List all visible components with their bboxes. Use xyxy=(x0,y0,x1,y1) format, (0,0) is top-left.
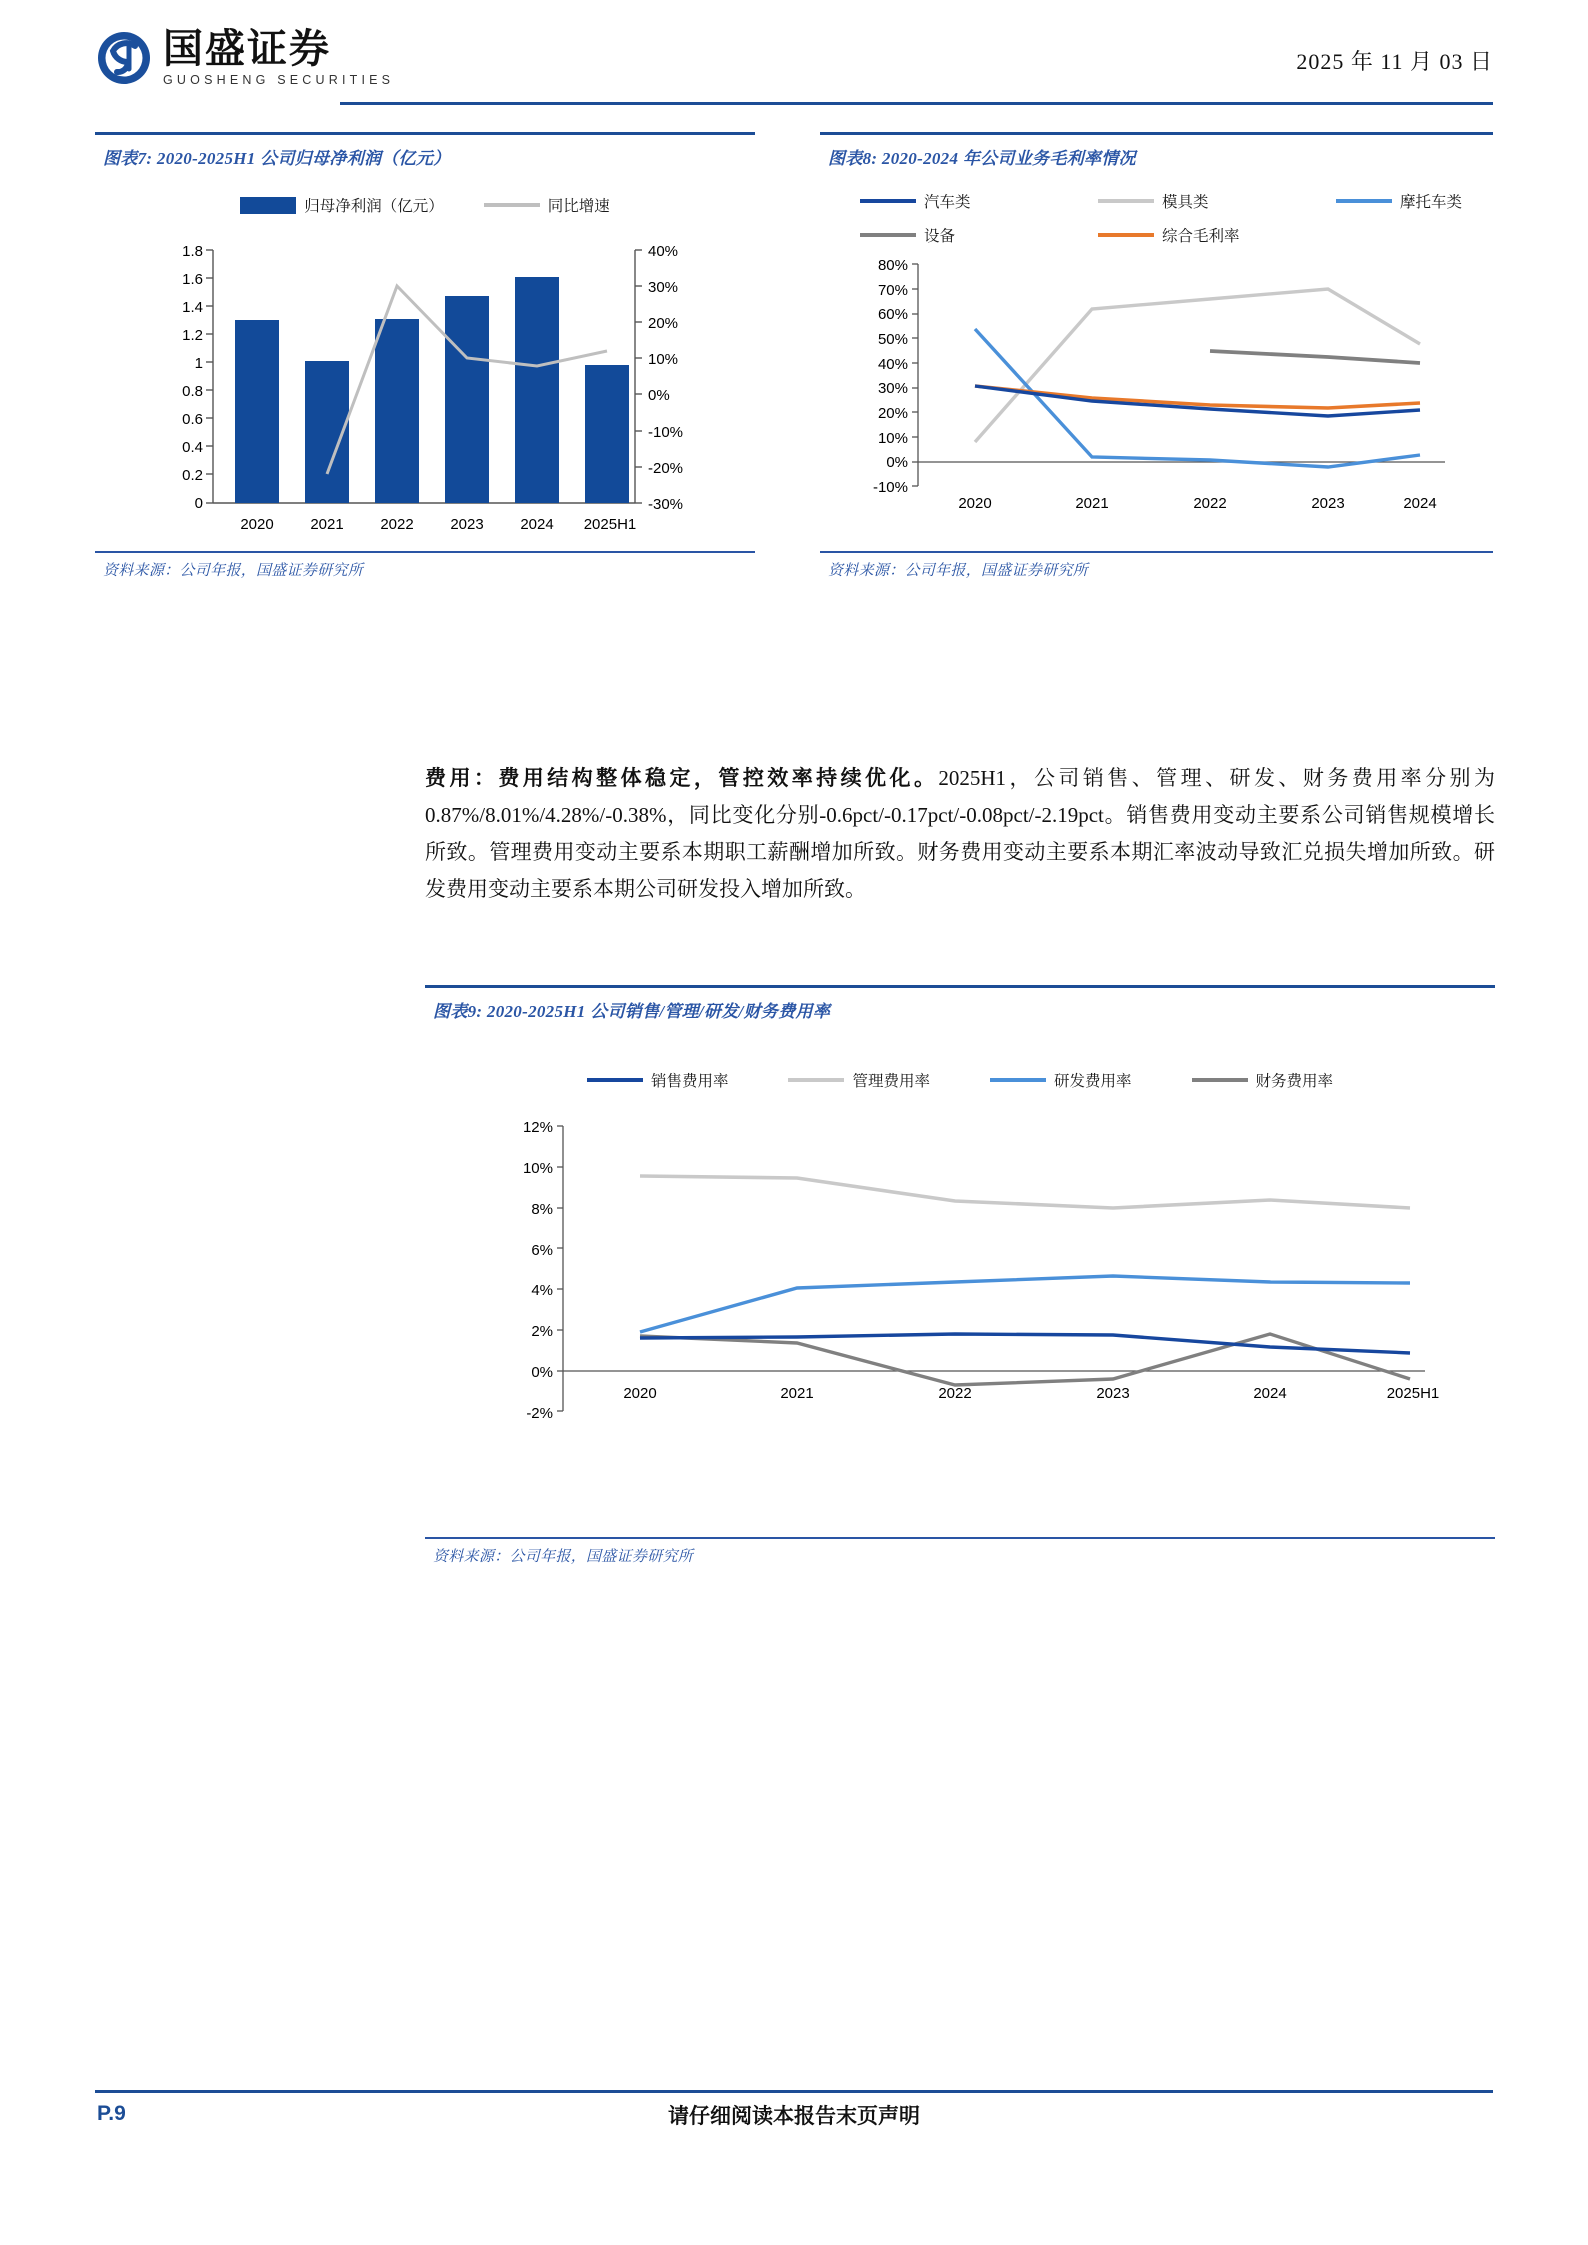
legend-swatch-icon xyxy=(240,197,296,214)
svg-text:20%: 20% xyxy=(648,315,679,332)
svg-text:1.6: 1.6 xyxy=(182,271,203,288)
svg-text:0%: 0% xyxy=(886,454,908,471)
figure-8-series-equipment xyxy=(1210,351,1420,363)
svg-text:0: 0 xyxy=(194,495,203,512)
figure-8-title: 图表8: 2020-2024 年公司业务毛利率情况 xyxy=(828,149,1136,168)
figure-9 xyxy=(425,985,1495,1566)
svg-text:1.2: 1.2 xyxy=(182,327,203,344)
svg-text:2021: 2021 xyxy=(310,516,344,533)
figure-9-title: 图表9: 2020-2025H1 公司销售/管理/研发/财务费用率 xyxy=(433,1002,831,1021)
legend-item-equipment xyxy=(860,224,1040,246)
legend-label: 财务费用率 xyxy=(1255,1073,1334,1090)
legend-swatch-icon xyxy=(1192,1078,1248,1082)
legend-swatch-icon xyxy=(484,203,540,207)
report-date: 2025 年 11 月 03 日 xyxy=(1296,49,1493,74)
svg-text:2024: 2024 xyxy=(1253,1385,1287,1402)
svg-text:40%: 40% xyxy=(648,243,679,260)
figure-8-legend xyxy=(820,176,1493,246)
figure-8-x-axis xyxy=(958,495,1436,512)
figure-7-plot xyxy=(95,216,755,533)
paragraph-text: 2025H1，公司销售、管理、研发、财务费用率分别为 0.87%/8.01%/4.28%/-0.38%，同比变化分别-0.6pct/-0.17pct/-0.08pct/-2.19pct。销售费用变动主要系公司销售规模增长所致。管理费用变动主要系本期职工薪酬增加所致。财务费用变动主要系本期汇率波动导致汇兑损失增加所致。研发费用变动主要系本期公司研发投入增加所致。 xyxy=(425,766,1495,901)
figure-9-series-rnd xyxy=(640,1276,1410,1332)
svg-text:30%: 30% xyxy=(648,279,679,296)
figure-7-y-axis-right xyxy=(635,243,683,513)
svg-text:10%: 10% xyxy=(522,1160,553,1177)
svg-text:2024: 2024 xyxy=(1403,495,1437,512)
svg-text:-2%: -2% xyxy=(526,1405,553,1422)
svg-text:2025H1: 2025H1 xyxy=(583,516,637,533)
legend-item-rnd-expense-ratio xyxy=(990,1069,1132,1091)
svg-text:2023: 2023 xyxy=(1096,1385,1130,1402)
legend-label: 管理费用率 xyxy=(852,1073,930,1090)
header-divider xyxy=(340,102,1493,105)
figure-9-source: 资料来源：公司年报，国盛证券研究所 xyxy=(433,1549,694,1565)
legend-item-overall-margin xyxy=(1098,224,1278,246)
svg-text:2021: 2021 xyxy=(780,1385,814,1402)
legend-item-yoy-growth xyxy=(484,194,610,216)
svg-text:6%: 6% xyxy=(531,1242,553,1259)
svg-text:60%: 60% xyxy=(877,306,908,323)
figure-9-plot xyxy=(425,1091,1495,1481)
legend-label: 综合毛利率 xyxy=(1162,228,1240,245)
svg-text:30%: 30% xyxy=(877,380,908,397)
svg-text:2021: 2021 xyxy=(1075,495,1109,512)
figure-9-series-finance xyxy=(640,1334,1410,1385)
brand-name-en: GUOSHENG SECURITIES xyxy=(163,73,395,87)
figure-8-series-overall xyxy=(975,386,1420,408)
figure-8-y-axis xyxy=(873,257,918,496)
svg-text:2020: 2020 xyxy=(240,516,274,533)
figure-7-title: 图表7: 2020-2025H1 公司归母净利润（亿元） xyxy=(103,149,451,168)
paragraph-bold-head: 费用结构整体稳定，管控效率持续优化。 xyxy=(498,766,939,790)
legend-swatch-icon xyxy=(587,1078,643,1082)
svg-text:80%: 80% xyxy=(877,257,908,274)
legend-label: 摩托车类 xyxy=(1400,194,1463,211)
legend-item-net-profit xyxy=(240,194,444,216)
figure-8-series-mold xyxy=(975,289,1420,442)
figure-7-y-axis-left xyxy=(182,243,213,512)
legend-swatch-icon xyxy=(788,1078,844,1082)
figure-9-y-axis xyxy=(523,1119,563,1422)
legend-label: 同比增速 xyxy=(547,198,610,215)
figure-7-x-axis xyxy=(240,516,636,533)
svg-text:2023: 2023 xyxy=(1311,495,1345,512)
figure-8-source: 资料来源：公司年报，国盛证券研究所 xyxy=(828,563,1089,579)
svg-text:2022: 2022 xyxy=(380,516,414,533)
figure-8-plot xyxy=(820,246,1493,511)
svg-text:0%: 0% xyxy=(531,1364,553,1381)
legend-swatch-icon xyxy=(1098,233,1154,237)
legend-swatch-icon xyxy=(860,199,916,203)
figure-9-x-axis xyxy=(623,1385,1439,1402)
svg-text:-10%: -10% xyxy=(648,424,684,441)
svg-text:1.8: 1.8 xyxy=(182,243,203,260)
svg-text:0.4: 0.4 xyxy=(182,439,203,456)
brand-name-cn: 国盛证券 xyxy=(163,26,331,71)
svg-text:10%: 10% xyxy=(648,351,679,368)
figure-9-series-admin xyxy=(640,1176,1410,1208)
figure-7-bars xyxy=(235,277,629,503)
legend-label: 销售费用率 xyxy=(650,1073,729,1090)
legend-swatch-icon xyxy=(1336,199,1392,203)
svg-text:2022: 2022 xyxy=(1193,495,1227,512)
legend-item-mold xyxy=(1098,190,1278,212)
guosheng-logo-icon xyxy=(95,29,153,87)
svg-text:10%: 10% xyxy=(877,430,908,447)
svg-text:2025H1: 2025H1 xyxy=(1386,1385,1440,1402)
legend-swatch-icon xyxy=(860,233,916,237)
svg-text:1: 1 xyxy=(194,355,203,372)
page-number: P.9 xyxy=(97,2102,126,2125)
legend-label: 归母净利润（亿元） xyxy=(304,198,444,215)
legend-item-admin-expense-ratio xyxy=(788,1069,930,1091)
page-header xyxy=(0,0,1588,118)
legend-label: 模具类 xyxy=(1162,194,1209,211)
svg-text:2023: 2023 xyxy=(450,516,484,533)
svg-text:12%: 12% xyxy=(522,1119,553,1136)
figure-8-series-motorcycle xyxy=(975,329,1420,467)
svg-text:2%: 2% xyxy=(531,1323,553,1340)
legend-item-finance-expense-ratio xyxy=(1192,1069,1334,1091)
legend-item-auto xyxy=(860,190,1040,212)
figure-9-legend xyxy=(425,1029,1495,1091)
svg-text:1.4: 1.4 xyxy=(182,299,203,316)
legend-item-motorcycle xyxy=(1336,190,1462,212)
legend-swatch-icon xyxy=(1098,199,1154,203)
figure-8-body xyxy=(820,176,1493,521)
figure-7-body xyxy=(95,176,755,533)
footer-disclaimer: 请仔细阅读本报告末页声明 xyxy=(668,2104,920,2128)
svg-text:2024: 2024 xyxy=(520,516,554,533)
paragraph-lead: 费用： xyxy=(425,766,499,790)
legend-item-selling-expense-ratio xyxy=(587,1069,729,1091)
legend-label: 汽车类 xyxy=(924,194,971,211)
svg-text:-30%: -30% xyxy=(648,496,684,513)
brand-logo xyxy=(95,28,394,87)
svg-text:2020: 2020 xyxy=(958,495,992,512)
figure-7-source: 资料来源：公司年报，国盛证券研究所 xyxy=(103,563,364,579)
legend-swatch-icon xyxy=(990,1078,1046,1082)
footer-divider xyxy=(95,2090,1493,2093)
svg-text:4%: 4% xyxy=(531,1282,553,1299)
svg-text:-10%: -10% xyxy=(872,479,908,496)
legend-label: 设备 xyxy=(924,228,956,245)
svg-text:2022: 2022 xyxy=(938,1385,972,1402)
svg-text:20%: 20% xyxy=(877,405,908,422)
figure-9-body xyxy=(425,1029,1495,1529)
svg-text:0%: 0% xyxy=(648,387,670,404)
svg-text:0.6: 0.6 xyxy=(182,411,203,428)
figure-8 xyxy=(820,132,1493,580)
svg-text:2020: 2020 xyxy=(623,1385,657,1402)
legend-label: 研发费用率 xyxy=(1054,1073,1132,1090)
svg-text:0.2: 0.2 xyxy=(182,467,203,484)
figure-7-legend xyxy=(95,176,755,216)
svg-text:8%: 8% xyxy=(531,1201,553,1218)
svg-text:70%: 70% xyxy=(877,282,908,299)
brand-wordmark xyxy=(163,28,394,87)
svg-text:0.8: 0.8 xyxy=(182,383,203,400)
svg-text:-20%: -20% xyxy=(648,460,684,477)
svg-text:40%: 40% xyxy=(877,356,908,373)
expense-paragraph xyxy=(425,760,1495,908)
figure-7 xyxy=(95,132,755,580)
svg-text:50%: 50% xyxy=(877,331,908,348)
